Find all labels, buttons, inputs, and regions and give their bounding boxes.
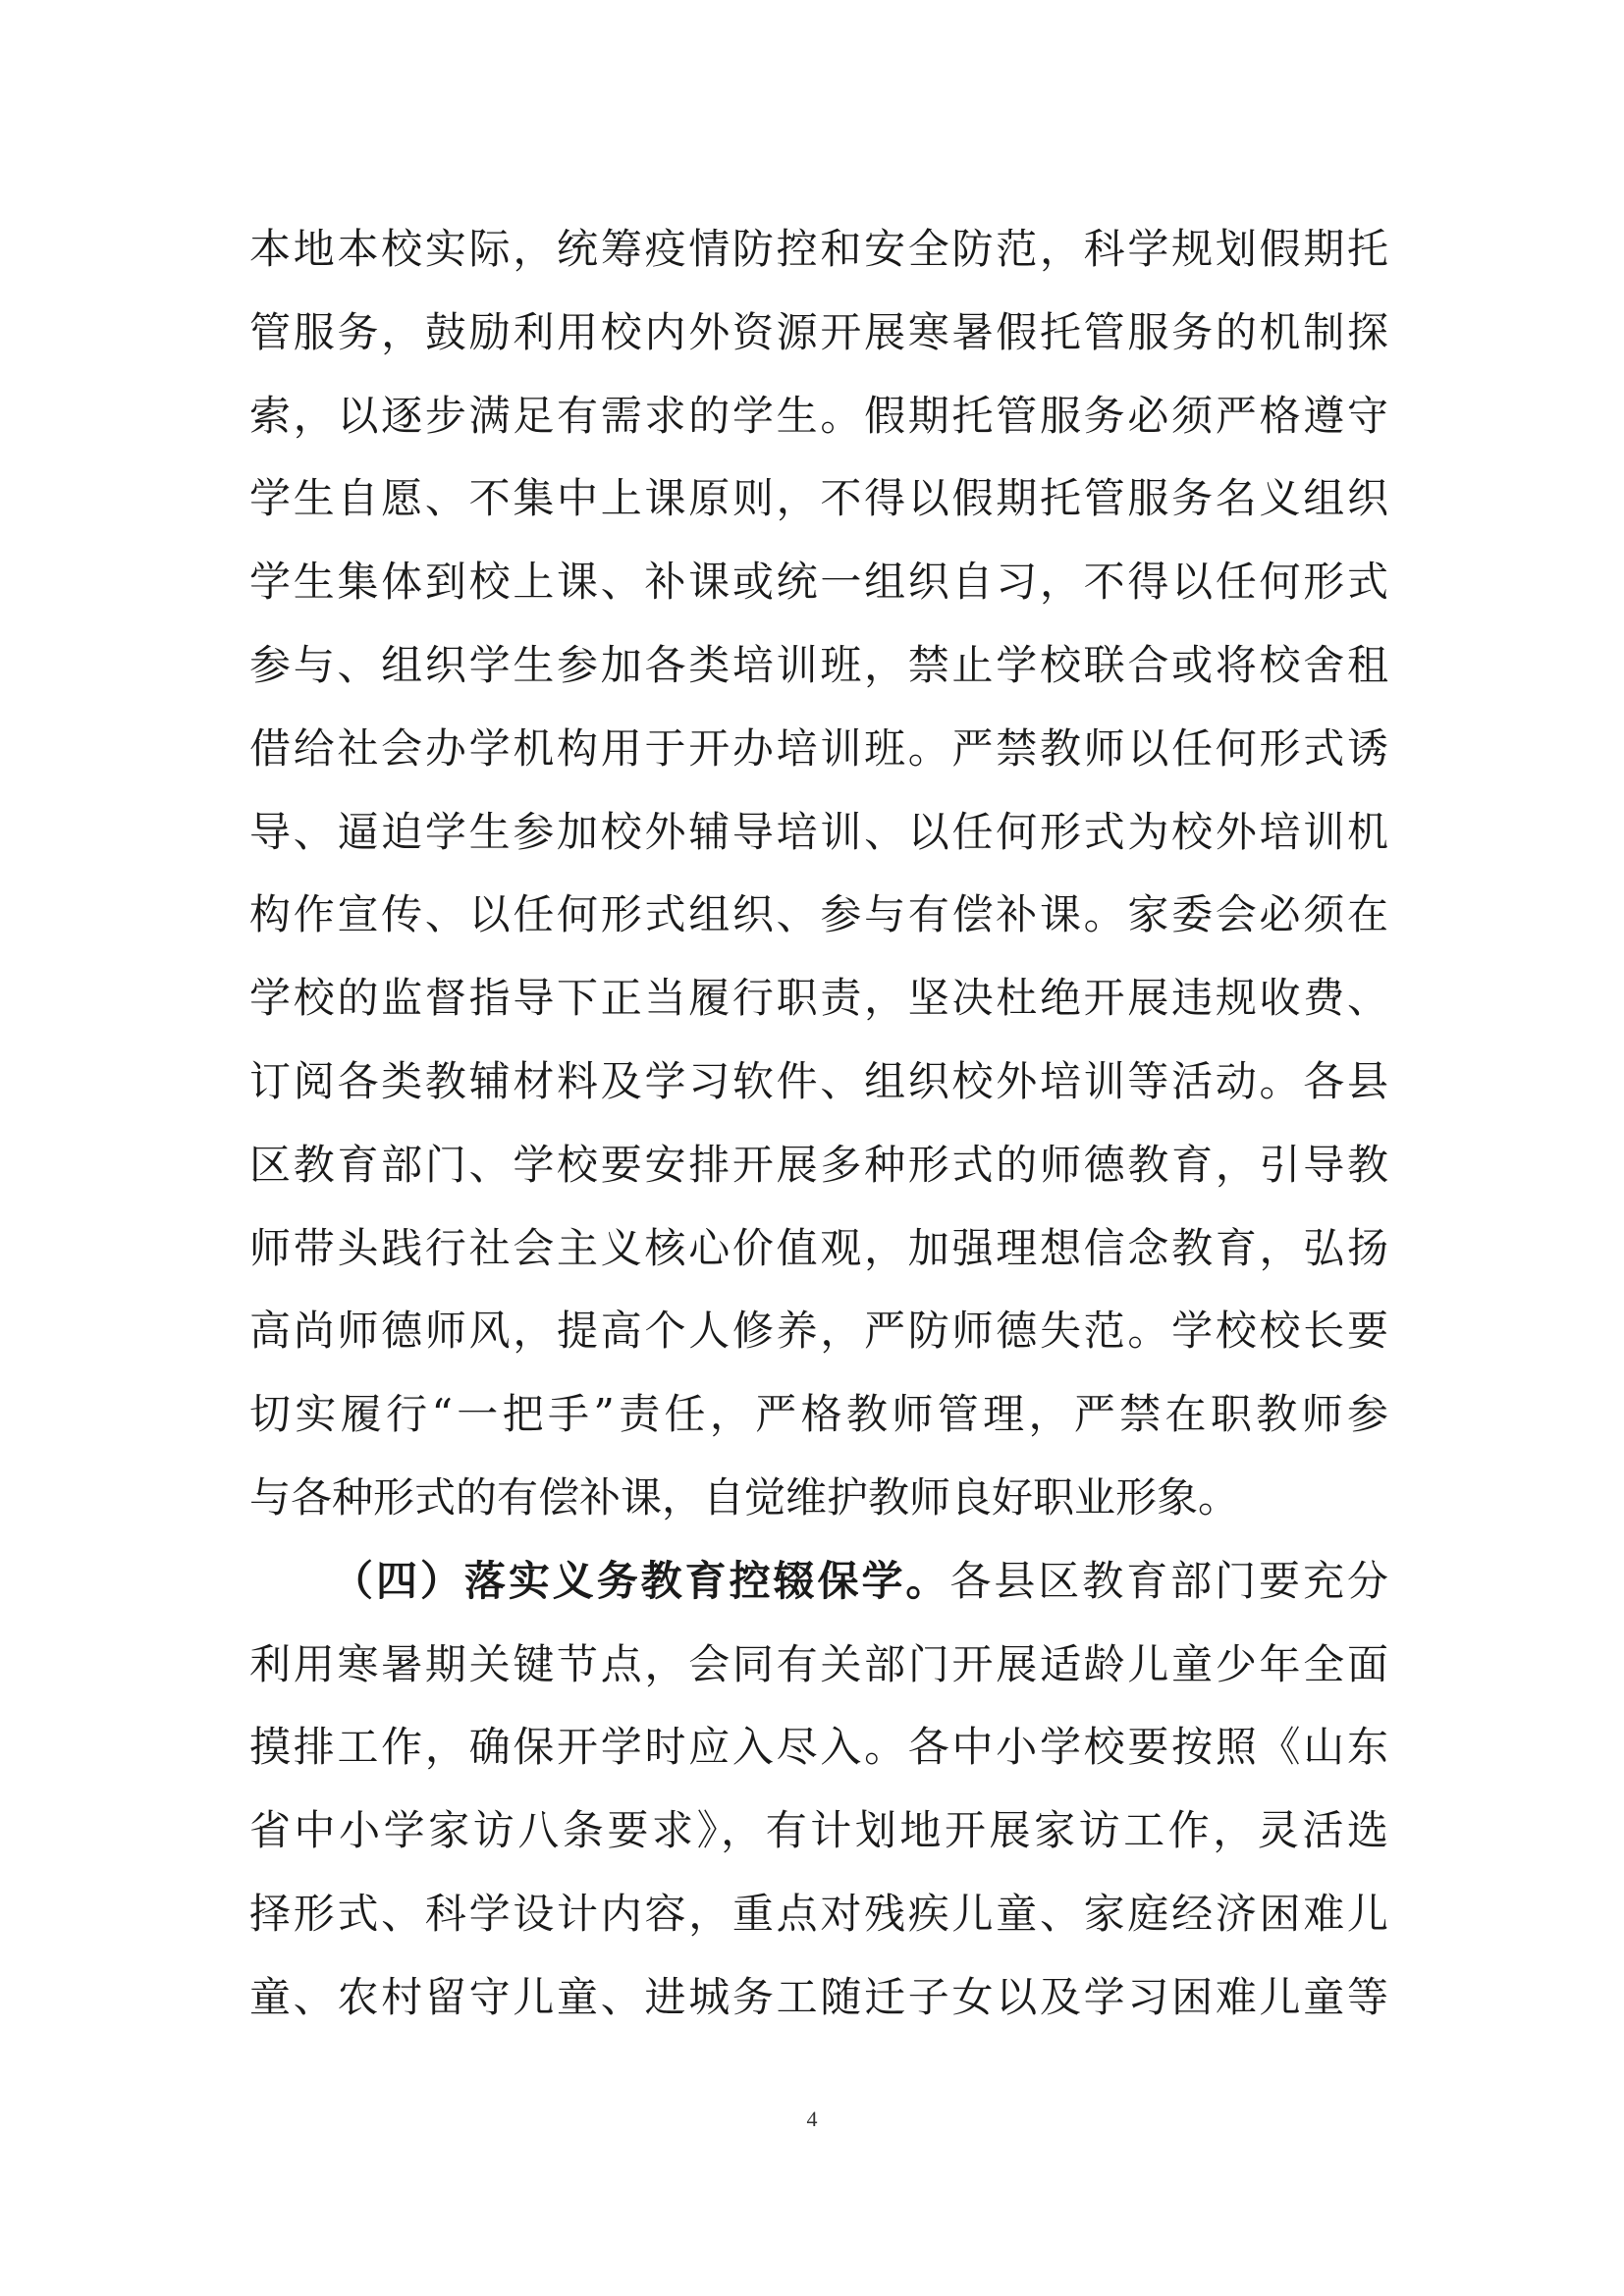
paragraph-line: 与各种形式的有偿补课，自觉维护教师良好职业形象。 — [249, 1472, 1240, 1522]
paragraph-line: 利用寒暑期关键节点，会同有关部门开展适龄儿童少年全面 — [249, 1639, 1388, 1688]
body-text — [249, 208, 1388, 2040]
paragraph-line: 摸排工作，确保开学时应入尽入。各中小学校要按照《山东 — [249, 1723, 1388, 1772]
paragraph-line: 童、农村留守儿童、进城务工随迁子女以及学习困难儿童等 — [249, 1972, 1388, 2021]
paragraph-line: 师带头践行社会主义核心价值观，加强理想信念教育，弘扬 — [249, 1223, 1388, 1272]
section-heading: （四）落实义务教育控辍保学。 — [332, 1556, 950, 1605]
paragraph-line: 省中小学家访八条要求》，有计划地开展家访工作，灵活选 — [249, 1806, 1388, 1855]
paragraph-line: 借给社会办学机构用于开办培训班。严禁教师以任何形式诱 — [249, 723, 1388, 773]
paragraph-line: 高尚师德师风，提高个人修养，严防师德失范。学校校长要 — [249, 1307, 1388, 1356]
paragraph-line: 索，以逐步满足有需求的学生。假期托管服务必须严格遵守 — [249, 391, 1388, 440]
paragraph-line: 择形式、科学设计内容，重点对残疾儿童、家庭经济困难儿 — [249, 1889, 1388, 1938]
paragraph-line: 本地本校实际，统筹疫情防控和安全防范，科学规划假期托 — [249, 225, 1388, 273]
paragraph-line: 区教育部门、学校要安排开展多种形式的师德教育，引导教 — [249, 1140, 1388, 1189]
paragraph-line: 切实履行“一把手”责任，严格教师管理，严禁在职教师参 — [249, 1390, 1388, 1439]
paragraph-line: 管服务，鼓励利用校内外资源开展寒暑假托管服务的机制探 — [249, 307, 1388, 356]
paragraph-line: 学校的监督指导下正当履行职责，坚决杜绝开展违规收费、 — [249, 974, 1388, 1023]
paragraph-line: 订阅各类教辅材料及学习软件、组织校外培训等活动。各县 — [249, 1056, 1388, 1105]
paragraph-line: 学生自愿、不集中上课原则，不得以假期托管服务名义组织 — [249, 474, 1388, 523]
section-first-line — [249, 1540, 1388, 1624]
paragraph-line: 学生集体到校上课、补课或统一组织自习，不得以任何形式 — [249, 558, 1388, 607]
section-first-line-text: 各县区教育部门要充分 — [949, 1556, 1388, 1605]
page-number: 4 — [806, 2107, 818, 2131]
paragraph-line: 参与、组织学生参加各类培训班，禁止学校联合或将校舍租 — [249, 640, 1388, 689]
paragraph-line: 构作宣传、以任何形式组织、参与有偿补课。家委会必须在 — [249, 890, 1388, 939]
paragraph-line: 导、逼迫学生参加校外辅导培训、以任何形式为校外培训机 — [249, 807, 1388, 856]
